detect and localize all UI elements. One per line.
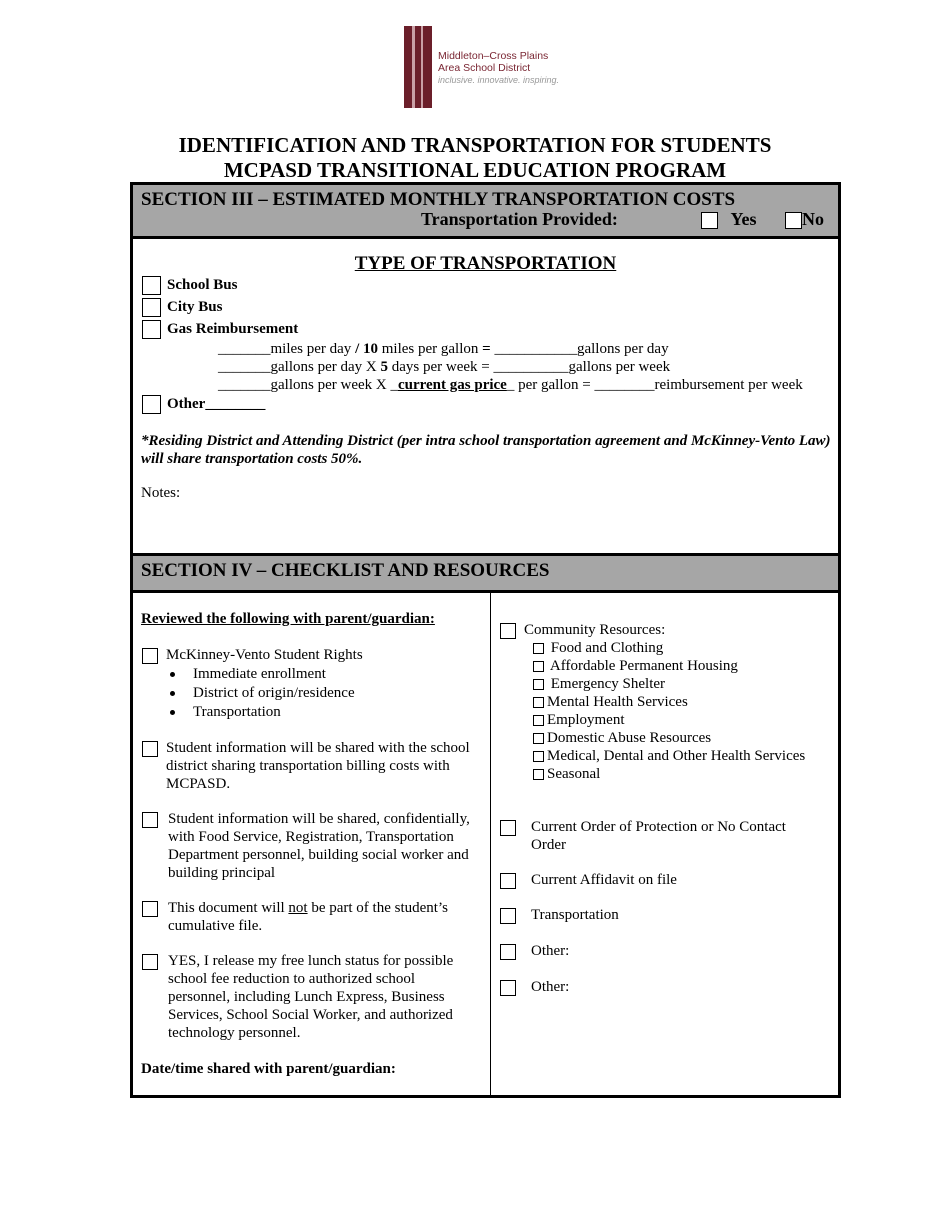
resource-label: Emergency Shelter	[547, 676, 666, 692]
district-logo	[404, 26, 564, 110]
transportation-label: Transportation	[531, 907, 619, 923]
other-item-2	[500, 978, 569, 996]
resource-checkbox[interactable]	[533, 733, 544, 744]
gas-calc-line1	[218, 341, 669, 358]
transport-no-label: No	[802, 209, 824, 229]
share-confidential-checkbox-wrap	[142, 810, 166, 828]
other2-label: Other:	[531, 979, 570, 995]
logo-line1: Middleton–Cross Plains	[438, 50, 549, 62]
resource-item	[533, 765, 600, 783]
school-bus-checkbox[interactable]	[142, 276, 161, 295]
resource-label: Mental Health Services	[547, 694, 688, 710]
resource-item	[533, 657, 738, 675]
document-title-line1: IDENTIFICATION AND TRANSPORTATION FOR STUDENTS	[178, 133, 772, 157]
cost-share-note: *Residing District and Attending District (per intra school transportation agreement and McKinney-Vento Law) will share transportation costs 50%.	[141, 433, 831, 467]
resource-label: Employment	[547, 712, 625, 728]
other2-checkbox[interactable]	[500, 980, 516, 996]
cumulative-text-pre: This document will	[168, 900, 289, 916]
other-transport-checkbox[interactable]	[142, 395, 161, 414]
reviewed-heading: Reviewed the following with parent/guardian:	[141, 611, 435, 627]
transport-yes-option	[701, 209, 757, 230]
option-other	[142, 395, 265, 414]
gas-calc-line2	[218, 359, 670, 376]
column-divider	[490, 590, 491, 1095]
resource-checkbox[interactable]	[533, 643, 544, 654]
section3-header	[133, 185, 838, 239]
other-item-1	[500, 942, 569, 960]
transportation-checkbox[interactable]	[500, 908, 516, 924]
cumulative-text-post: be part of the student’s cumulative file.	[168, 900, 448, 934]
affidavit-label: Current Affidavit on file	[531, 872, 677, 888]
section4-title: SECTION IV – CHECKLIST AND RESOURCES	[141, 560, 550, 581]
lunch-release-checkbox[interactable]	[142, 954, 158, 970]
resource-label: Affordable Permanent Housing	[547, 658, 738, 674]
gas-reimbursement-label: Gas Reimbursement	[167, 320, 299, 337]
other-transport-label: Other________	[167, 395, 266, 412]
mv-rights-item	[142, 646, 363, 664]
mv-bullet-item	[170, 665, 326, 683]
share-billing-checkbox-wrap	[142, 739, 166, 757]
mv-bullet-text: District of origin/residence	[193, 685, 355, 701]
bullet-icon	[170, 691, 175, 696]
order-protection-checkbox-wrap	[500, 818, 524, 836]
resource-label: Seasonal	[547, 766, 601, 782]
order-protection-checkbox[interactable]	[500, 820, 516, 836]
form-frame	[130, 182, 841, 1098]
logo-tagline: inclusive. innovative. inspiring.	[438, 75, 560, 85]
calc2-days: 5	[380, 359, 388, 375]
community-resources-label: Community Resources:	[524, 622, 666, 638]
notes-label: Notes:	[141, 485, 181, 501]
resource-item	[533, 711, 625, 729]
resource-item	[533, 675, 665, 693]
resource-checkbox[interactable]	[533, 751, 544, 762]
share-billing-checkbox[interactable]	[142, 741, 158, 757]
share-confidential-checkbox[interactable]	[142, 812, 158, 828]
logo-emblem-icon	[404, 26, 432, 108]
mv-bullet-text: Immediate enrollment	[193, 666, 326, 682]
other1-checkbox[interactable]	[500, 944, 516, 960]
resource-checkbox[interactable]	[533, 715, 544, 726]
community-resources-item	[500, 621, 665, 639]
city-bus-checkbox[interactable]	[142, 298, 161, 317]
school-bus-label: School Bus	[167, 276, 238, 293]
city-bus-label: City Bus	[167, 298, 223, 315]
bullet-icon	[170, 710, 175, 715]
calc3-text2: _ per gallon = ________reimbursement per week	[506, 377, 803, 393]
transport-yes-checkbox[interactable]	[701, 212, 718, 229]
calc1-divisor: / 10	[355, 341, 378, 357]
gas-reimbursement-checkbox[interactable]	[142, 320, 161, 339]
share-billing-text: Student information will be shared with the school district sharing transportation billing costs with MCPASD.	[166, 740, 470, 792]
lunch-release-checkbox-wrap	[142, 952, 166, 970]
resource-item	[533, 747, 805, 765]
order-protection-text: Current Order of Protection or No Contact Order	[531, 819, 786, 853]
resource-label: Food and Clothing	[547, 640, 664, 656]
transport-yes-label: Yes	[730, 209, 757, 229]
bullet-icon	[170, 672, 175, 677]
option-city-bus	[142, 298, 222, 317]
cumulative-file-checkbox[interactable]	[142, 901, 158, 917]
lunch-release-text: YES, I release my free lunch status for possible school fee reduction to authorized school personnel, including Lunch Express, Business Services, School Social Worker, and authorized technology personnel.	[168, 953, 454, 1041]
document-title-line2: MCPASD TRANSITIONAL EDUCATION PROGRAM	[223, 158, 727, 182]
resource-checkbox[interactable]	[533, 661, 544, 672]
calc2-text1: _______gallons per day X	[218, 359, 381, 375]
resource-item	[533, 639, 663, 657]
option-gas-reimbursement	[142, 320, 298, 339]
section4-header	[133, 553, 838, 593]
cumulative-file-text	[168, 899, 478, 935]
transport-no-option	[785, 209, 824, 230]
transportation-item	[500, 906, 619, 924]
logo-line2: Area School District	[438, 62, 531, 74]
community-resources-checkbox[interactable]	[500, 623, 516, 639]
resource-label: Medical, Dental and Other Health Services	[547, 748, 806, 764]
date-shared-label: Date/time shared with parent/guardian:	[141, 1061, 396, 1077]
resource-checkbox[interactable]	[533, 769, 544, 780]
section3-title: SECTION III – ESTIMATED MONTHLY TRANSPORTATION COSTS	[141, 189, 736, 210]
mv-rights-checkbox[interactable]	[142, 648, 158, 664]
calc3-text1: _______gallons per week X _	[218, 377, 398, 393]
mv-bullet-text: Transportation	[193, 704, 281, 720]
calc3-gas-price: current gas price	[397, 377, 507, 393]
other1-label: Other:	[531, 943, 570, 959]
mv-rights-label: McKinney-Vento Student Rights	[166, 647, 363, 663]
calc1-text2: miles per gallon	[377, 341, 483, 357]
affidavit-checkbox[interactable]	[500, 873, 516, 889]
resource-item	[533, 729, 711, 747]
type-of-transportation-title: TYPE OF TRANSPORTATION	[354, 253, 617, 274]
transport-no-checkbox[interactable]	[785, 212, 802, 229]
resource-checkbox[interactable]	[533, 679, 544, 690]
calc1-blank[interactable]: _______	[218, 341, 271, 357]
cumulative-checkbox-wrap	[142, 899, 166, 917]
option-school-bus	[142, 276, 237, 295]
mv-bullet-item	[170, 684, 355, 702]
mv-bullet-item	[170, 703, 281, 721]
logo-text	[438, 50, 559, 86]
resource-item	[533, 693, 688, 711]
calc1-equals: =	[482, 341, 491, 357]
gas-calc-line3	[218, 377, 803, 394]
resource-checkbox[interactable]	[533, 697, 544, 708]
calc1-text3: ___________gallons per day	[490, 341, 669, 357]
transport-provided-label: Transportation Provided:	[421, 209, 618, 229]
calc1-text1: miles per day	[270, 341, 356, 357]
cumulative-text-not: not	[288, 900, 308, 916]
affidavit-item	[500, 871, 677, 889]
share-confidential-text: Student information will be shared, confidentially, with Food Service, Registration, Transportation Department personnel, building social worker and building principal	[168, 811, 470, 881]
resource-label: Domestic Abuse Resources	[547, 730, 712, 746]
calc2-text2: days per week = __________gallons per week	[387, 359, 671, 375]
